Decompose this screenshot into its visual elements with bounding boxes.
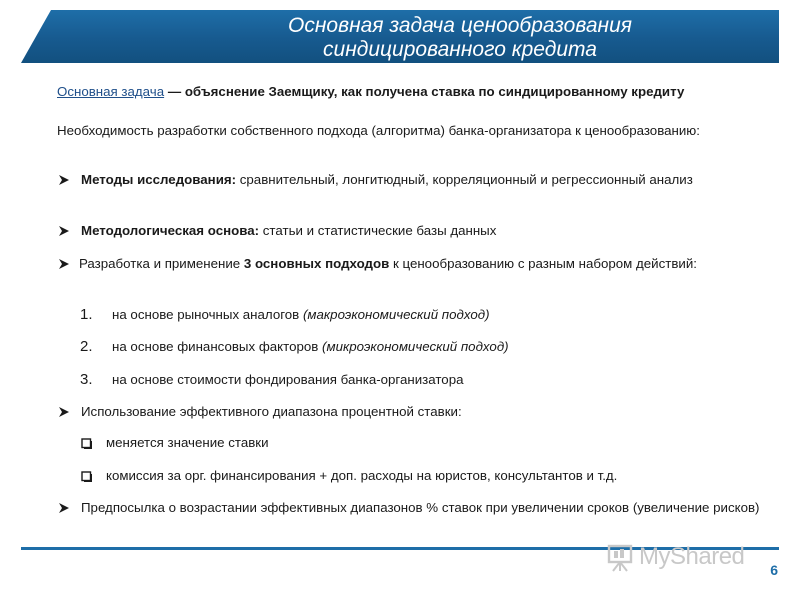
approach-item-3 — [80, 372, 800, 388]
sub-item-2 — [80, 468, 800, 484]
sub-item-text: меняется значение ставки — [106, 435, 269, 450]
intro-dash: — — [167, 84, 182, 99]
methods-text: сравнительный, лонгитюдный, корреляционный и регрессионный анализ — [239, 172, 693, 187]
approach-text: на основе рыночных аналогов — [112, 307, 300, 322]
watermark-text: MyShared — [639, 543, 745, 570]
bullet-methodology — [57, 223, 780, 239]
premise-text: Предпосылка о возрастании эффективных диапазонов % ставок при увеличении сроков (увеличение рисков) — [81, 500, 760, 515]
approach-item-1 — [80, 307, 800, 323]
checkbox-bullet-icon — [80, 437, 92, 449]
bullet-premise — [57, 500, 780, 516]
methods-label: Методы исследования: — [81, 172, 237, 187]
rate-range-text: Использование эффективного диапазона процентной ставки: — [81, 404, 462, 419]
approaches-post: к ценообразованию с разным набором действий: — [392, 256, 697, 271]
bullet-methods — [57, 172, 780, 188]
main-task-link[interactable]: Основная задача — [57, 84, 165, 99]
approach-number: 1. — [80, 306, 93, 323]
sub-item-text: комиссия за орг. финансирования + доп. расходы на юристов, консультантов и т.д. — [106, 468, 618, 483]
methodology-text: статьи и статистические базы данных — [262, 223, 497, 238]
arrow-bullet-icon — [57, 257, 71, 271]
arrow-bullet-icon — [57, 501, 71, 515]
arrow-bullet-icon — [57, 405, 71, 419]
arrow-bullet-icon — [57, 224, 71, 238]
approach-number: 3. — [80, 371, 93, 388]
slide-title — [150, 14, 770, 62]
title-line-1: Основная задача ценообразования — [288, 14, 632, 37]
intro-paragraph — [57, 84, 780, 100]
approach-number: 2. — [80, 338, 93, 355]
approach-note: (микроэкономический подход) — [322, 339, 509, 354]
approach-item-2 — [80, 339, 800, 355]
approach-text: на основе финансовых факторов — [112, 339, 319, 354]
approach-note: (макроэкономический подход) — [302, 307, 490, 322]
arrow-bullet-icon — [57, 173, 71, 187]
intro-bold-text: объяснение Заемщику, как получена ставка по синдицированному кредиту — [184, 84, 685, 99]
title-line-2: синдицированного кредита — [323, 38, 597, 61]
bullet-rate-range — [57, 404, 780, 420]
watermark — [607, 537, 767, 577]
bullet-approaches — [57, 256, 780, 272]
intro-necessity: Необходимость разработки собственного подхода (алгоритма) банка-организатора к ценообразованию: — [57, 123, 700, 138]
checkbox-bullet-icon — [80, 470, 92, 482]
page-number: 6 — [770, 562, 778, 578]
methodology-label: Методологическая основа: — [81, 223, 260, 238]
sub-item-1 — [80, 435, 800, 451]
approach-text: на основе стоимости фондирования банка-организатора — [112, 372, 464, 387]
approaches-pre: Разработка и применение — [79, 256, 241, 271]
watermark-logo-icon — [607, 542, 633, 572]
approaches-bold: 3 основных подходов — [243, 256, 390, 271]
